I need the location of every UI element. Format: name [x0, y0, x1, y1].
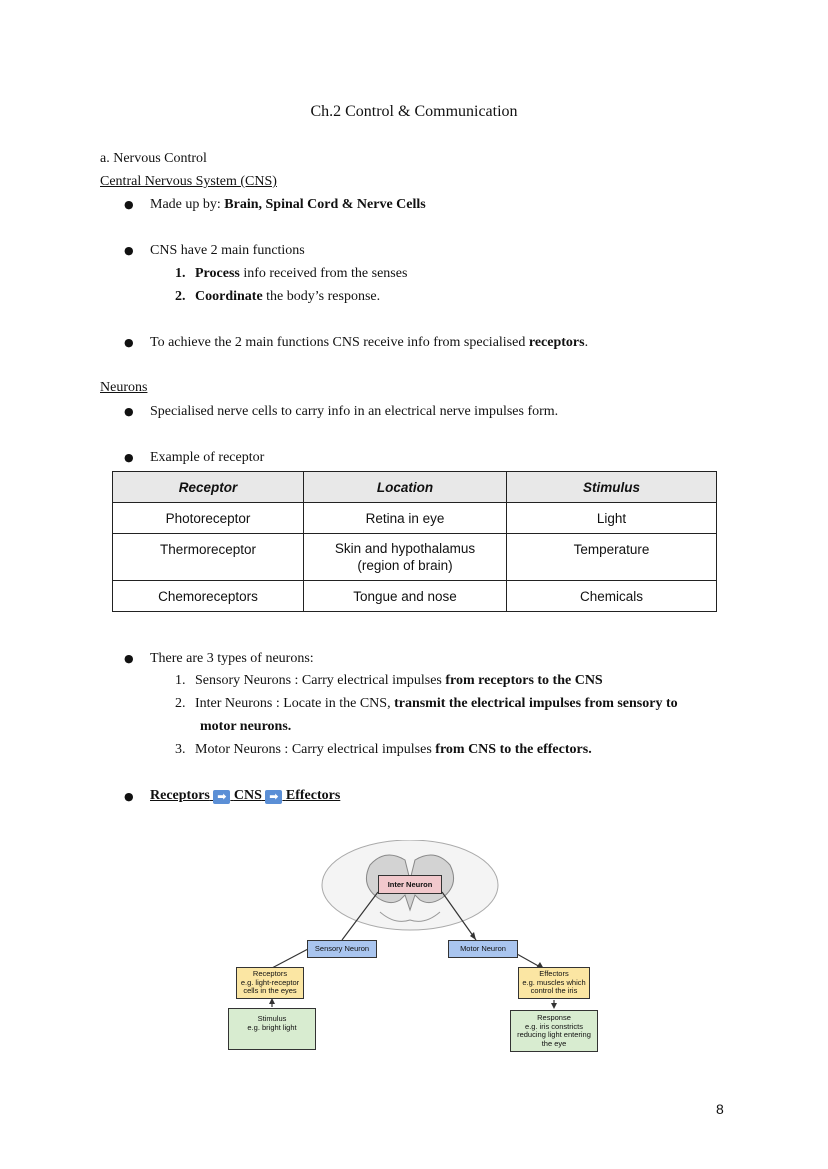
table-header: Receptor: [113, 472, 304, 503]
flow-receptors: Receptors: [150, 788, 210, 803]
bullet-icon: ●: [124, 244, 134, 257]
achieve-prefix: To achieve the 2 main functions CNS receive info from specialised: [150, 335, 529, 350]
achieve-line: [150, 334, 588, 352]
page-title: Ch.2 Control & Communication: [310, 103, 518, 120]
diagram-text: control the iris: [530, 986, 578, 995]
neuron-type-2: [175, 695, 678, 713]
function-num: 2.: [175, 289, 186, 304]
types-intro: There are 3 types of neurons:: [150, 651, 314, 666]
bullet-icon: ●: [124, 790, 134, 803]
table-row: [113, 581, 717, 612]
sensory-neuron-box: Sensory Neuron: [307, 940, 377, 958]
type-text: Sensory Neurons : Carry electrical impulses: [195, 673, 446, 688]
effectors-box: [518, 967, 590, 999]
function-rest: info received from the senses: [239, 266, 408, 281]
type-num: 2.: [175, 696, 186, 711]
diagram-text: e.g. bright light: [247, 1022, 297, 1032]
table-cell: Thermoreceptor: [113, 534, 304, 581]
achieve-bold: receptors: [528, 335, 585, 350]
table-cell: [304, 534, 507, 581]
type-num: 3.: [175, 742, 186, 757]
function-bold: Process: [195, 266, 240, 281]
table-row: [113, 503, 717, 534]
diagram-text: the eye: [541, 1038, 567, 1048]
bullet-icon: ●: [124, 405, 134, 418]
table-cell: Retina in eye: [304, 503, 507, 534]
table-cell: Chemoreceptors: [113, 581, 304, 612]
type-text: Inter Neurons : Locate in the CNS,: [195, 696, 395, 711]
diagram-text: reducing light entering: [517, 1030, 591, 1039]
achieve-suffix: .: [584, 335, 589, 350]
stimulus-box: [228, 1008, 316, 1050]
table-cell: Tongue and nose: [304, 581, 507, 612]
function-num: 1.: [175, 266, 186, 281]
table-header: Location: [304, 472, 507, 503]
cns-heading: Central Nervous System (CNS): [100, 174, 277, 189]
diagram-text: Receptors: [252, 969, 288, 978]
table-cell: Temperature: [507, 534, 717, 581]
functions-intro: CNS have 2 main functions: [150, 243, 305, 258]
table-header: Stimulus: [507, 472, 717, 503]
type-bold: transmit the electrical impulses from sensory to: [394, 696, 678, 711]
right-arrow-icon: ➡: [265, 790, 282, 804]
neuron-type-1: [175, 672, 603, 690]
arrowhead-icon: [551, 1003, 557, 1009]
flow-line: [150, 787, 340, 805]
motor-neuron-box: Motor Neuron: [448, 940, 518, 958]
table-cell: Light: [507, 503, 717, 534]
neurons-heading: Neurons: [100, 380, 148, 395]
made-up-line: [150, 196, 426, 214]
table-header-row: [113, 472, 717, 503]
made-up-prefix: Made up by:: [150, 197, 225, 212]
type-bold: from CNS to the effectors.: [435, 742, 592, 757]
table-cell-line: Skin and hypothalamus: [334, 541, 476, 556]
function-item-1: [175, 265, 407, 283]
bullet-icon: ●: [124, 652, 134, 665]
table-cell: Chemicals: [507, 581, 717, 612]
page-number: 8: [716, 1101, 724, 1117]
function-bold: Coordinate: [195, 289, 263, 304]
inter-neuron-box: Inter Neuron: [378, 875, 442, 894]
receptor-table: [112, 471, 717, 612]
bullet-icon: ●: [124, 198, 134, 211]
section-heading: a. Nervous Control: [100, 151, 207, 166]
diagram-text: Stimulus: [257, 1014, 287, 1023]
response-box: [510, 1010, 598, 1052]
diagram-text: cells in the eyes: [243, 986, 297, 995]
flow-effectors: Effectors: [285, 788, 341, 803]
type-num: 1.: [175, 673, 186, 688]
table-cell-line: (region of brain): [357, 558, 453, 573]
made-up-bold: Brain, Spinal Cord & Nerve Cells: [224, 197, 426, 212]
connector-line: [272, 949, 308, 968]
diagram-text: e.g. light-receptor: [240, 977, 300, 987]
example-intro: Example of receptor: [150, 450, 265, 465]
receptors-box: [236, 967, 304, 999]
function-item-2: [175, 288, 380, 306]
function-rest: the body’s response.: [262, 289, 381, 304]
table-row: [113, 534, 717, 581]
type-text: Motor Neurons : Carry electrical impulses: [195, 742, 436, 757]
bullet-icon: ●: [124, 336, 134, 349]
right-arrow-icon: ➡: [213, 790, 230, 804]
diagram-text: Effectors: [539, 969, 569, 978]
diagram-text: e.g. muscles which: [522, 977, 586, 987]
neuron-type-3: [175, 741, 592, 759]
diagram-text: e.g. iris constricts: [525, 1021, 583, 1031]
type-bold-continued: motor neurons.: [200, 719, 292, 734]
bullet-icon: ●: [124, 451, 134, 464]
diagram-text: Response: [537, 1013, 571, 1022]
flow-cns: CNS: [233, 788, 262, 803]
type-bold: from receptors to the CNS: [445, 673, 603, 688]
neurons-desc: Specialised nerve cells to carry info in an electrical nerve impulses form.: [150, 404, 559, 419]
table-cell: Photoreceptor: [113, 503, 304, 534]
